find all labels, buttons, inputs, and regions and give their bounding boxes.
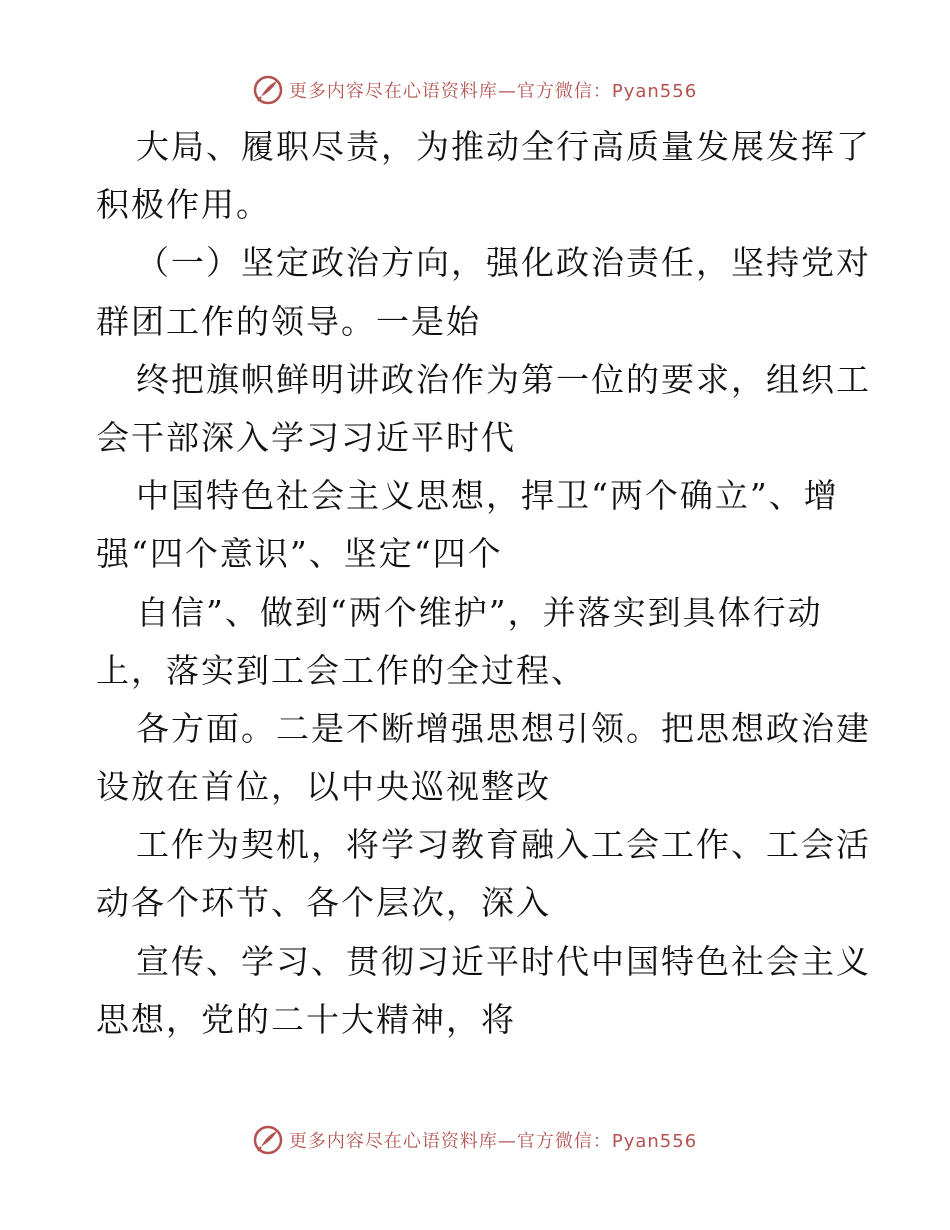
- watermark-text: 更多内容尽在心语资料库—官方微信：Pyan556: [288, 1131, 698, 1152]
- text-line: 强“四个意识”、坚定“四个: [96, 534, 503, 574]
- feather-pen-logo-icon: [253, 75, 283, 105]
- text-line: 群团工作的领导。一是始: [96, 301, 481, 341]
- text-line: （一）坚定政治方向，强化政治责任，坚持党对: [136, 243, 871, 283]
- watermark-text: 更多内容尽在心语资料库—官方微信：Pyan556: [288, 81, 698, 102]
- header-watermark: [0, 70, 950, 110]
- feather-pen-logo-icon: [253, 1125, 283, 1155]
- text-line: 上，落实到工会工作的全过程、: [96, 650, 586, 690]
- text-line: 工作为契机，将学习教育融入工会工作、工会活: [136, 825, 871, 865]
- text-line: 自信”、做到“两个维护”，并落实到具体行动: [136, 592, 823, 632]
- text-line: 各方面。二是不断增强思想引领。把思想政治建: [136, 708, 871, 748]
- text-line: 大局、履职尽责，为推动全行高质量发展发挥了: [136, 127, 871, 166]
- text-line: 动各个环节、各个层次，深入: [96, 883, 551, 923]
- text-line: 会干部深入学习习近平时代: [96, 417, 516, 457]
- document-body: [96, 118, 871, 1049]
- text-line: 宣传、学习、贯彻习近平时代中国特色社会主义: [136, 941, 871, 981]
- text-line: 积极作用。: [96, 185, 271, 225]
- text-line: 思想，党的二十大精神，将: [96, 999, 516, 1039]
- footer-watermark: [0, 1120, 950, 1160]
- text-line: 终把旗帜鲜明讲政治作为第一位的要求，组织工: [136, 359, 871, 399]
- text-line: 设放在首位，以中央巡视整改: [96, 767, 551, 807]
- text-line: 中国特色社会主义思想，捍卫“两个确立”、增: [136, 476, 839, 516]
